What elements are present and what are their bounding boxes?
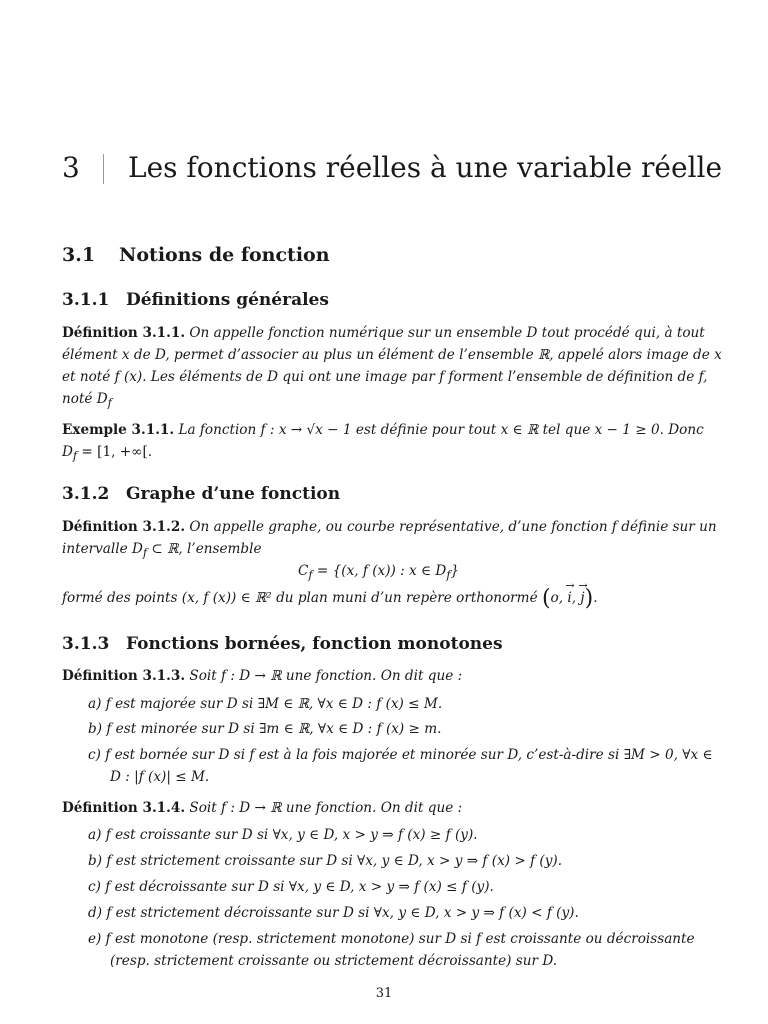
- subscript: f: [107, 395, 112, 410]
- definition-line: élément x de D, permet d’associer au plus un élément de l’ensemble ℝ, appelé alors image de x: [62, 347, 722, 363]
- definition-text: On appelle fonction numérique sur un ensemble D tout procédé qui, à tout: [189, 325, 705, 341]
- formula-text: C: [298, 563, 309, 579]
- section-title: Notions de fonction: [119, 244, 330, 266]
- example-line: [62, 418, 704, 442]
- subscript: f: [446, 567, 451, 582]
- definition-text: Soit f : D → ℝ une fonction. On dit que :: [189, 800, 463, 816]
- formula-text: = {(x, f (x)) : x ∈ D: [312, 563, 447, 579]
- subsection-title: Définitions générales: [126, 290, 329, 310]
- chapter-title: Les fonctions réelles à une variable réelle: [128, 151, 723, 184]
- example-text: La fonction f : x → √x − 1 est définie pour tout x ∈ ℝ tel que x − 1 ≥ 0. Donc: [178, 422, 704, 438]
- definition-label: Définition 3.1.1.: [62, 325, 186, 341]
- definition-text: Soit f : D → ℝ une fonction. On dit que :: [189, 668, 463, 684]
- definition-label: Définition 3.1.2.: [62, 519, 186, 535]
- subscript: f: [72, 448, 78, 463]
- list-item: b) f est strictement croissante sur D si ∀x, y ∈ D, x > y ⇒ f (x) > f (y).: [88, 853, 563, 869]
- subsection-number: 3.1.2: [62, 484, 110, 504]
- list-item: c) f est décroissante sur D si ∀x, y ∈ D, x > y ⇒ f (x) ≤ f (y).: [88, 879, 494, 895]
- subsection-number: 3.1.3: [62, 634, 110, 654]
- example-text: D: [62, 444, 73, 460]
- definition-line: et noté f (x). Les éléments de D qui ont une image par f forment l’ensemble de définition de f,: [62, 369, 708, 385]
- subsection-number: 3.1.1: [62, 290, 110, 310]
- subsection-title: Graphe d’une fonction: [126, 484, 341, 504]
- formula-text: }: [450, 563, 460, 579]
- chapter-number: 3: [62, 151, 80, 184]
- list-item: b) f est minorée sur D si ∃m ∈ ℝ, ∀x ∈ D : f (x) ≥ m.: [88, 721, 442, 737]
- section-number: 3.1: [62, 244, 96, 266]
- list-item: e) f est monotone (resp. strictement monotone) sur D si f est croissante ou décroissante: [88, 931, 695, 947]
- list-item: c) f est bornée sur D si f est à la fois majorée et minorée sur D, c’est-à-dire si ∃M > 0, ∀x ∈: [88, 747, 713, 763]
- definition-label: Définition 3.1.4.: [62, 800, 186, 816]
- definition-line: formé des points (x, f (x)) ∈ ℝ² du plan muni d’un repère orthonormé (o, → i, → j).: [62, 586, 598, 611]
- example-line: [62, 440, 152, 468]
- list-item-continued: D : |f (x)| ≤ M.: [110, 769, 210, 785]
- example-label: Exemple 3.1.1.: [62, 422, 175, 438]
- page-number: 31: [375, 986, 393, 1001]
- repere-separator: ,: [571, 590, 581, 606]
- paren-right: ): [584, 586, 594, 611]
- definition-line: [62, 664, 462, 688]
- definition-line: [62, 537, 262, 565]
- chapter-divider: [103, 154, 104, 184]
- list-item-continued: (resp. strictement croissante ou strictement décroissante) sur D.: [110, 953, 558, 969]
- list-item: d) f est strictement décroissante sur D si ∀x, y ∈ D, x > y ⇒ f (x) < f (y).: [88, 905, 579, 921]
- definition-text: ⊂ ℝ, l’ensemble: [147, 541, 262, 557]
- paren-left: (: [541, 586, 551, 611]
- definition-text: formé des points (x, f (x)) ∈ ℝ² du plan muni d’un repère orthonormé: [62, 590, 538, 606]
- example-text: = [1, +∞[.: [77, 444, 153, 460]
- definition-line: [62, 387, 112, 415]
- subsection-title: Fonctions bornées, fonction monotones: [126, 634, 503, 654]
- list-item: a) f est croissante sur D si ∀x, y ∈ D, x > y ⇒ f (x) ≥ f (y).: [88, 827, 478, 843]
- definition-line: [62, 321, 705, 345]
- definition-text: On appelle graphe, ou courbe représentative, d’une fonction f définie sur un: [189, 519, 717, 535]
- list-item: a) f est majorée sur D si ∃M ∈ ℝ, ∀x ∈ D : f (x) ≤ M.: [88, 696, 443, 712]
- vector-i: → i: [567, 586, 571, 610]
- definition-text: noté D: [62, 391, 108, 407]
- definition-line: [62, 515, 717, 539]
- definition-text: intervalle D: [62, 541, 143, 557]
- subscript: f: [308, 567, 313, 582]
- definition-line: [62, 796, 462, 820]
- repere-origin: o,: [550, 590, 568, 606]
- display-formula: [298, 559, 459, 587]
- subscript: f: [142, 545, 148, 560]
- definition-label: Définition 3.1.3.: [62, 668, 186, 684]
- vector-j: → j: [580, 586, 584, 610]
